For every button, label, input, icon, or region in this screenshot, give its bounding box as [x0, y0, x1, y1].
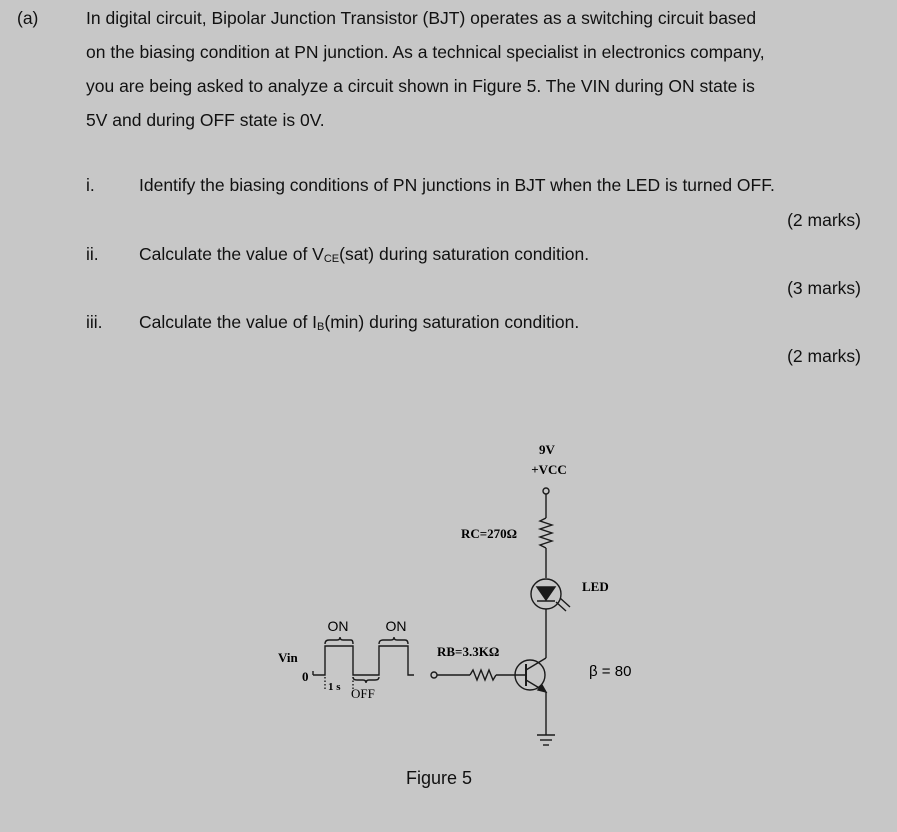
rb-label: RB=3.3KΩ — [437, 644, 500, 659]
vcc-voltage-label: 9V — [539, 442, 555, 457]
vcc-terminal — [543, 488, 549, 494]
subquestion-3-text: Calculate the value of $I_B(\min)$ during saturation condition. — [139, 312, 580, 333]
vin-waveform — [313, 646, 414, 675]
question-line-3: you are being asked to analyze a circuit shown in Figure 5. The VIN during ON state is — [86, 76, 755, 96]
subscript-ce: CE — [323, 253, 340, 265]
on-label-2: ON — [385, 618, 407, 634]
figure-caption: Figure 5 — [406, 768, 473, 788]
question-line-4: 5V and during OFF state is 0V. — [86, 110, 325, 130]
beta-label: β = 80 — [589, 663, 632, 680]
subquestion-2-number: ii. — [86, 244, 99, 264]
subquestion-1-number: i. — [86, 175, 95, 195]
led-label: LED — [582, 579, 609, 594]
question-line-2: on the biasing condition at PN junction. As a technical specialist in electronics company, — [86, 42, 765, 62]
subquestion-1-marks: (2 marks) — [787, 210, 861, 230]
on-label-1: ON — [327, 618, 349, 634]
off-label: OFF — [351, 686, 375, 701]
rb-resistor — [470, 670, 496, 680]
question-line-1: In digital circuit, Bipolar Junction Transistor (BJT) operates as a switching circuit based — [86, 8, 757, 28]
rc-label: RC=270Ω — [461, 526, 518, 541]
vin-label: Vin — [278, 650, 298, 665]
subquestion-3-number: iii. — [86, 312, 103, 332]
subquestion-2-text: Calculate the value of $V_{CE}(sat)$ during saturation condition. — [139, 244, 590, 265]
subquestion-3-marks: (2 marks) — [787, 346, 861, 366]
rc-resistor — [540, 518, 552, 548]
period-label: 1 s — [328, 681, 341, 693]
base-input-terminal — [431, 672, 437, 678]
subquestion-2-marks: (3 marks) — [787, 278, 861, 298]
vcc-label: +VCC — [531, 462, 567, 477]
zero-level-label: 0 — [302, 669, 309, 684]
question-label: (a) — [17, 8, 39, 28]
subquestion-1-text: Identify the biasing conditions of PN junctions in BJT when the LED is turned OFF. — [139, 175, 775, 195]
subscript-b: B — [317, 321, 325, 333]
